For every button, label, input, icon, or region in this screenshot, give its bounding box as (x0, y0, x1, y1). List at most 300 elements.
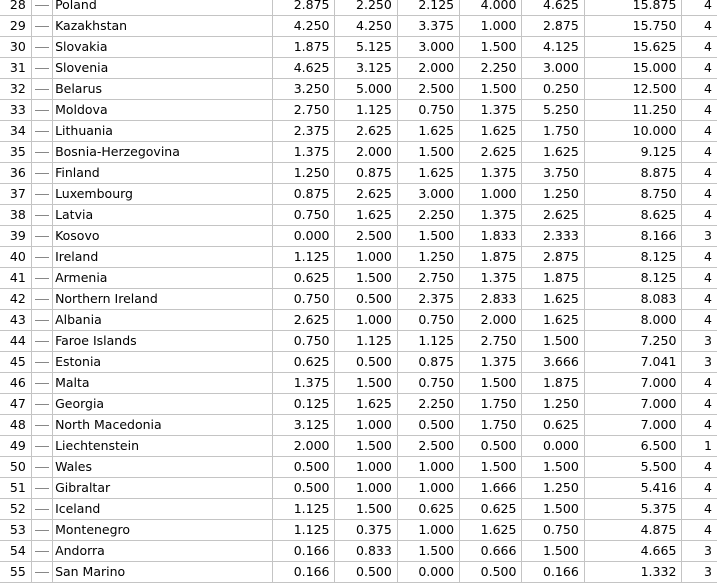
country-cell: Kazakhstan (53, 16, 273, 37)
score-cell-2: 2.625 (335, 184, 397, 205)
total-cell: 11.250 (584, 100, 682, 121)
dash-icon (35, 215, 49, 216)
dash-icon (35, 278, 49, 279)
score-cell-2: 1.500 (335, 268, 397, 289)
rank-cell: 53 (0, 520, 31, 541)
score-cell-1: 1.375 (273, 373, 335, 394)
dash-icon (35, 383, 49, 384)
table-row (0, 205, 717, 226)
table-row (0, 457, 717, 478)
score-cell-2: 1.500 (335, 373, 397, 394)
total-cell: 7.250 (584, 331, 682, 352)
score-cell-3: 0.750 (397, 373, 459, 394)
trend-dash (31, 373, 52, 394)
rank-cell: 48 (0, 415, 31, 436)
score-cell-1: 1.875 (273, 37, 335, 58)
rank-cell: 29 (0, 16, 31, 37)
total-cell: 15.625 (584, 37, 682, 58)
score-cell-3: 0.000 (397, 562, 459, 583)
total-cell: 4.665 (584, 541, 682, 562)
country-cell: Estonia (53, 352, 273, 373)
score-cell-2: 4.250 (335, 16, 397, 37)
count-cell: 4 (682, 37, 717, 58)
score-cell-2: 1.000 (335, 478, 397, 499)
table-row (0, 121, 717, 142)
dash-icon (35, 446, 49, 447)
table-row (0, 352, 717, 373)
score-cell-1: 1.125 (273, 247, 335, 268)
country-cell: Montenegro (53, 520, 273, 541)
table-row (0, 37, 717, 58)
dash-icon (35, 68, 49, 69)
score-cell-1: 0.625 (273, 352, 335, 373)
table-row (0, 520, 717, 541)
table-row (0, 16, 717, 37)
count-cell: 4 (682, 310, 717, 331)
rank-cell: 51 (0, 478, 31, 499)
dash-icon (35, 131, 49, 132)
score-cell-4: 1.750 (460, 415, 522, 436)
score-cell-5: 0.750 (522, 520, 584, 541)
count-cell: 4 (682, 478, 717, 499)
country-cell: Malta (53, 373, 273, 394)
country-cell: Luxembourg (53, 184, 273, 205)
country-cell: Georgia (53, 394, 273, 415)
dash-icon (35, 5, 49, 6)
total-cell: 10.000 (584, 121, 682, 142)
table-row (0, 79, 717, 100)
country-cell: Poland (53, 0, 273, 16)
score-cell-5: 1.500 (522, 457, 584, 478)
rank-cell: 36 (0, 163, 31, 184)
score-cell-1: 1.375 (273, 142, 335, 163)
dash-icon (35, 110, 49, 111)
score-cell-1: 2.375 (273, 121, 335, 142)
trend-dash (31, 0, 52, 16)
score-cell-5: 1.250 (522, 394, 584, 415)
country-cell: Lithuania (53, 121, 273, 142)
rank-cell: 44 (0, 331, 31, 352)
count-cell: 4 (682, 499, 717, 520)
total-cell: 8.750 (584, 184, 682, 205)
score-cell-4: 2.750 (460, 331, 522, 352)
country-cell: Slovakia (53, 37, 273, 58)
score-cell-1: 0.750 (273, 331, 335, 352)
score-cell-3: 1.500 (397, 142, 459, 163)
score-cell-5: 1.750 (522, 121, 584, 142)
total-cell: 8.083 (584, 289, 682, 310)
score-cell-1: 0.000 (273, 226, 335, 247)
score-cell-3: 1.000 (397, 478, 459, 499)
table-row (0, 331, 717, 352)
country-cell: Andorra (53, 541, 273, 562)
score-cell-1: 1.125 (273, 499, 335, 520)
dash-icon (35, 194, 49, 195)
count-cell: 3 (682, 226, 717, 247)
score-cell-4: 1.875 (460, 247, 522, 268)
score-cell-3: 1.250 (397, 247, 459, 268)
trend-dash (31, 562, 52, 583)
score-cell-2: 3.125 (335, 58, 397, 79)
country-cell: Slovenia (53, 58, 273, 79)
table-row (0, 247, 717, 268)
total-cell: 7.041 (584, 352, 682, 373)
dash-icon (35, 173, 49, 174)
country-cell: Armenia (53, 268, 273, 289)
total-cell: 7.000 (584, 415, 682, 436)
country-cell: San Marino (53, 562, 273, 583)
score-cell-4: 1.500 (460, 37, 522, 58)
table-row (0, 163, 717, 184)
score-cell-1: 3.125 (273, 415, 335, 436)
trend-dash (31, 541, 52, 562)
score-cell-3: 2.125 (397, 0, 459, 16)
score-cell-1: 3.250 (273, 79, 335, 100)
score-cell-1: 1.125 (273, 520, 335, 541)
score-cell-5: 3.750 (522, 163, 584, 184)
score-cell-3: 3.000 (397, 37, 459, 58)
score-cell-5: 4.625 (522, 0, 584, 16)
total-cell: 8.875 (584, 163, 682, 184)
country-cell: Latvia (53, 205, 273, 226)
score-cell-4: 1.666 (460, 478, 522, 499)
rank-cell: 47 (0, 394, 31, 415)
rank-cell: 32 (0, 79, 31, 100)
score-cell-2: 1.000 (335, 457, 397, 478)
score-cell-4: 2.000 (460, 310, 522, 331)
score-cell-2: 1.000 (335, 310, 397, 331)
total-cell: 5.375 (584, 499, 682, 520)
total-cell: 15.750 (584, 16, 682, 37)
score-cell-3: 2.250 (397, 394, 459, 415)
score-cell-4: 1.000 (460, 16, 522, 37)
score-cell-1: 0.125 (273, 394, 335, 415)
trend-dash (31, 394, 52, 415)
score-cell-1: 2.625 (273, 310, 335, 331)
total-cell: 6.500 (584, 436, 682, 457)
score-cell-5: 1.500 (522, 541, 584, 562)
trend-dash (31, 163, 52, 184)
score-cell-3: 1.000 (397, 457, 459, 478)
table-row (0, 436, 717, 457)
country-cell: Wales (53, 457, 273, 478)
score-cell-4: 1.750 (460, 394, 522, 415)
score-cell-5: 1.500 (522, 499, 584, 520)
score-cell-3: 2.000 (397, 58, 459, 79)
score-cell-5: 1.625 (522, 142, 584, 163)
dash-icon (35, 572, 49, 573)
score-cell-2: 1.000 (335, 247, 397, 268)
score-cell-5: 4.125 (522, 37, 584, 58)
score-cell-4: 2.833 (460, 289, 522, 310)
trend-dash (31, 457, 52, 478)
count-cell: 4 (682, 58, 717, 79)
rank-cell: 39 (0, 226, 31, 247)
country-cell: Bosnia-Herzegovina (53, 142, 273, 163)
rank-cell: 46 (0, 373, 31, 394)
count-cell: 4 (682, 0, 717, 16)
table-row (0, 289, 717, 310)
score-cell-4: 1.500 (460, 373, 522, 394)
score-cell-4: 1.833 (460, 226, 522, 247)
score-cell-2: 5.000 (335, 79, 397, 100)
dash-icon (35, 341, 49, 342)
total-cell: 5.500 (584, 457, 682, 478)
score-cell-2: 2.250 (335, 0, 397, 16)
trend-dash (31, 37, 52, 58)
score-cell-2: 5.125 (335, 37, 397, 58)
score-cell-4: 0.666 (460, 541, 522, 562)
score-cell-5: 2.333 (522, 226, 584, 247)
rank-cell: 31 (0, 58, 31, 79)
score-cell-5: 0.625 (522, 415, 584, 436)
rank-cell: 34 (0, 121, 31, 142)
country-cell: Faroe Islands (53, 331, 273, 352)
trend-dash (31, 16, 52, 37)
score-cell-4: 0.625 (460, 499, 522, 520)
dash-icon (35, 47, 49, 48)
score-cell-5: 1.625 (522, 289, 584, 310)
country-cell: Iceland (53, 499, 273, 520)
count-cell: 3 (682, 352, 717, 373)
count-cell: 4 (682, 289, 717, 310)
count-cell: 3 (682, 541, 717, 562)
score-cell-5: 1.250 (522, 184, 584, 205)
count-cell: 4 (682, 205, 717, 226)
score-cell-5: 1.250 (522, 478, 584, 499)
score-cell-3: 1.000 (397, 520, 459, 541)
table-row (0, 100, 717, 121)
dash-icon (35, 89, 49, 90)
score-cell-1: 0.500 (273, 478, 335, 499)
score-cell-4: 2.625 (460, 142, 522, 163)
table-row (0, 373, 717, 394)
score-cell-5: 1.625 (522, 310, 584, 331)
score-cell-1: 2.000 (273, 436, 335, 457)
rank-cell: 35 (0, 142, 31, 163)
score-cell-3: 1.625 (397, 121, 459, 142)
table-row (0, 394, 717, 415)
score-cell-5: 0.250 (522, 79, 584, 100)
rank-cell: 30 (0, 37, 31, 58)
total-cell: 8.000 (584, 310, 682, 331)
score-cell-3: 1.500 (397, 226, 459, 247)
score-cell-2: 1.125 (335, 100, 397, 121)
score-cell-3: 3.375 (397, 16, 459, 37)
score-cell-5: 2.625 (522, 205, 584, 226)
score-cell-1: 0.750 (273, 289, 335, 310)
score-cell-1: 4.250 (273, 16, 335, 37)
table-row (0, 226, 717, 247)
count-cell: 4 (682, 268, 717, 289)
score-cell-3: 2.500 (397, 79, 459, 100)
table-row (0, 268, 717, 289)
count-cell: 4 (682, 457, 717, 478)
trend-dash (31, 415, 52, 436)
country-cell: Finland (53, 163, 273, 184)
dash-icon (35, 299, 49, 300)
country-cell: Kosovo (53, 226, 273, 247)
score-cell-2: 1.500 (335, 499, 397, 520)
score-cell-4: 1.375 (460, 163, 522, 184)
score-cell-2: 0.500 (335, 352, 397, 373)
rank-cell: 43 (0, 310, 31, 331)
count-cell: 4 (682, 247, 717, 268)
trend-dash (31, 268, 52, 289)
total-cell: 5.416 (584, 478, 682, 499)
score-cell-4: 1.000 (460, 184, 522, 205)
trend-dash (31, 436, 52, 457)
score-cell-4: 1.500 (460, 457, 522, 478)
count-cell: 4 (682, 394, 717, 415)
total-cell: 8.125 (584, 247, 682, 268)
score-cell-3: 0.625 (397, 499, 459, 520)
score-cell-1: 0.750 (273, 205, 335, 226)
score-cell-2: 1.000 (335, 415, 397, 436)
score-cell-4: 1.625 (460, 121, 522, 142)
score-cell-2: 1.625 (335, 205, 397, 226)
count-cell: 4 (682, 163, 717, 184)
score-cell-3: 2.250 (397, 205, 459, 226)
total-cell: 8.166 (584, 226, 682, 247)
score-cell-2: 0.875 (335, 163, 397, 184)
trend-dash (31, 184, 52, 205)
count-cell: 4 (682, 184, 717, 205)
dash-icon (35, 488, 49, 489)
trend-dash (31, 58, 52, 79)
trend-dash (31, 79, 52, 100)
dash-icon (35, 257, 49, 258)
score-cell-5: 3.000 (522, 58, 584, 79)
score-cell-5: 3.666 (522, 352, 584, 373)
score-cell-4: 1.500 (460, 79, 522, 100)
score-cell-3: 2.500 (397, 436, 459, 457)
score-cell-2: 0.500 (335, 562, 397, 583)
score-cell-2: 1.625 (335, 394, 397, 415)
rank-cell: 49 (0, 436, 31, 457)
score-cell-2: 2.000 (335, 142, 397, 163)
country-cell: Northern Ireland (53, 289, 273, 310)
score-cell-2: 0.500 (335, 289, 397, 310)
dash-icon (35, 530, 49, 531)
score-cell-5: 5.250 (522, 100, 584, 121)
table-row (0, 562, 717, 583)
rank-cell: 42 (0, 289, 31, 310)
total-cell: 12.500 (584, 79, 682, 100)
score-cell-2: 0.375 (335, 520, 397, 541)
score-cell-4: 1.375 (460, 100, 522, 121)
score-cell-1: 0.166 (273, 562, 335, 583)
table-row (0, 541, 717, 562)
trend-dash (31, 121, 52, 142)
table-row (0, 142, 717, 163)
country-cell: Gibraltar (53, 478, 273, 499)
score-cell-5: 1.500 (522, 331, 584, 352)
total-cell: 4.875 (584, 520, 682, 541)
score-cell-2: 2.625 (335, 121, 397, 142)
score-cell-2: 0.833 (335, 541, 397, 562)
table-row (0, 478, 717, 499)
dash-icon (35, 152, 49, 153)
table-row (0, 0, 717, 16)
trend-dash (31, 100, 52, 121)
table-row (0, 415, 717, 436)
total-cell: 9.125 (584, 142, 682, 163)
score-cell-1: 2.750 (273, 100, 335, 121)
trend-dash (31, 499, 52, 520)
score-cell-1: 0.625 (273, 268, 335, 289)
count-cell: 4 (682, 121, 717, 142)
count-cell: 4 (682, 373, 717, 394)
count-cell: 4 (682, 142, 717, 163)
rank-cell: 45 (0, 352, 31, 373)
dash-icon (35, 320, 49, 321)
score-cell-1: 1.250 (273, 163, 335, 184)
score-cell-4: 4.000 (460, 0, 522, 16)
table-row (0, 184, 717, 205)
trend-dash (31, 310, 52, 331)
rank-cell: 55 (0, 562, 31, 583)
country-cell: North Macedonia (53, 415, 273, 436)
score-cell-5: 2.875 (522, 16, 584, 37)
trend-dash (31, 520, 52, 541)
trend-dash (31, 142, 52, 163)
dash-icon (35, 425, 49, 426)
score-cell-3: 0.750 (397, 310, 459, 331)
score-cell-3: 2.750 (397, 268, 459, 289)
rank-cell: 54 (0, 541, 31, 562)
count-cell: 4 (682, 79, 717, 100)
rank-cell: 40 (0, 247, 31, 268)
count-cell: 4 (682, 100, 717, 121)
score-cell-3: 0.750 (397, 100, 459, 121)
score-cell-5: 1.875 (522, 268, 584, 289)
score-cell-1: 0.875 (273, 184, 335, 205)
table-row (0, 310, 717, 331)
country-cell: Liechtenstein (53, 436, 273, 457)
rank-cell: 52 (0, 499, 31, 520)
score-cell-5: 0.000 (522, 436, 584, 457)
dash-icon (35, 236, 49, 237)
total-cell: 1.332 (584, 562, 682, 583)
rank-cell: 33 (0, 100, 31, 121)
total-cell: 7.000 (584, 394, 682, 415)
score-cell-3: 0.500 (397, 415, 459, 436)
score-cell-4: 1.625 (460, 520, 522, 541)
score-cell-3: 1.125 (397, 331, 459, 352)
score-cell-3: 3.000 (397, 184, 459, 205)
trend-dash (31, 247, 52, 268)
score-cell-3: 0.875 (397, 352, 459, 373)
count-cell: 1 (682, 436, 717, 457)
score-cell-4: 2.250 (460, 58, 522, 79)
total-cell: 15.000 (584, 58, 682, 79)
score-cell-2: 2.500 (335, 226, 397, 247)
count-cell: 3 (682, 562, 717, 583)
score-cell-4: 1.375 (460, 205, 522, 226)
score-cell-1: 0.166 (273, 541, 335, 562)
score-cell-4: 1.375 (460, 352, 522, 373)
score-cell-1: 0.500 (273, 457, 335, 478)
dash-icon (35, 551, 49, 552)
country-cell: Belarus (53, 79, 273, 100)
trend-dash (31, 205, 52, 226)
score-cell-3: 1.500 (397, 541, 459, 562)
score-cell-4: 0.500 (460, 436, 522, 457)
score-cell-1: 2.875 (273, 0, 335, 16)
count-cell: 4 (682, 520, 717, 541)
rank-cell: 50 (0, 457, 31, 478)
